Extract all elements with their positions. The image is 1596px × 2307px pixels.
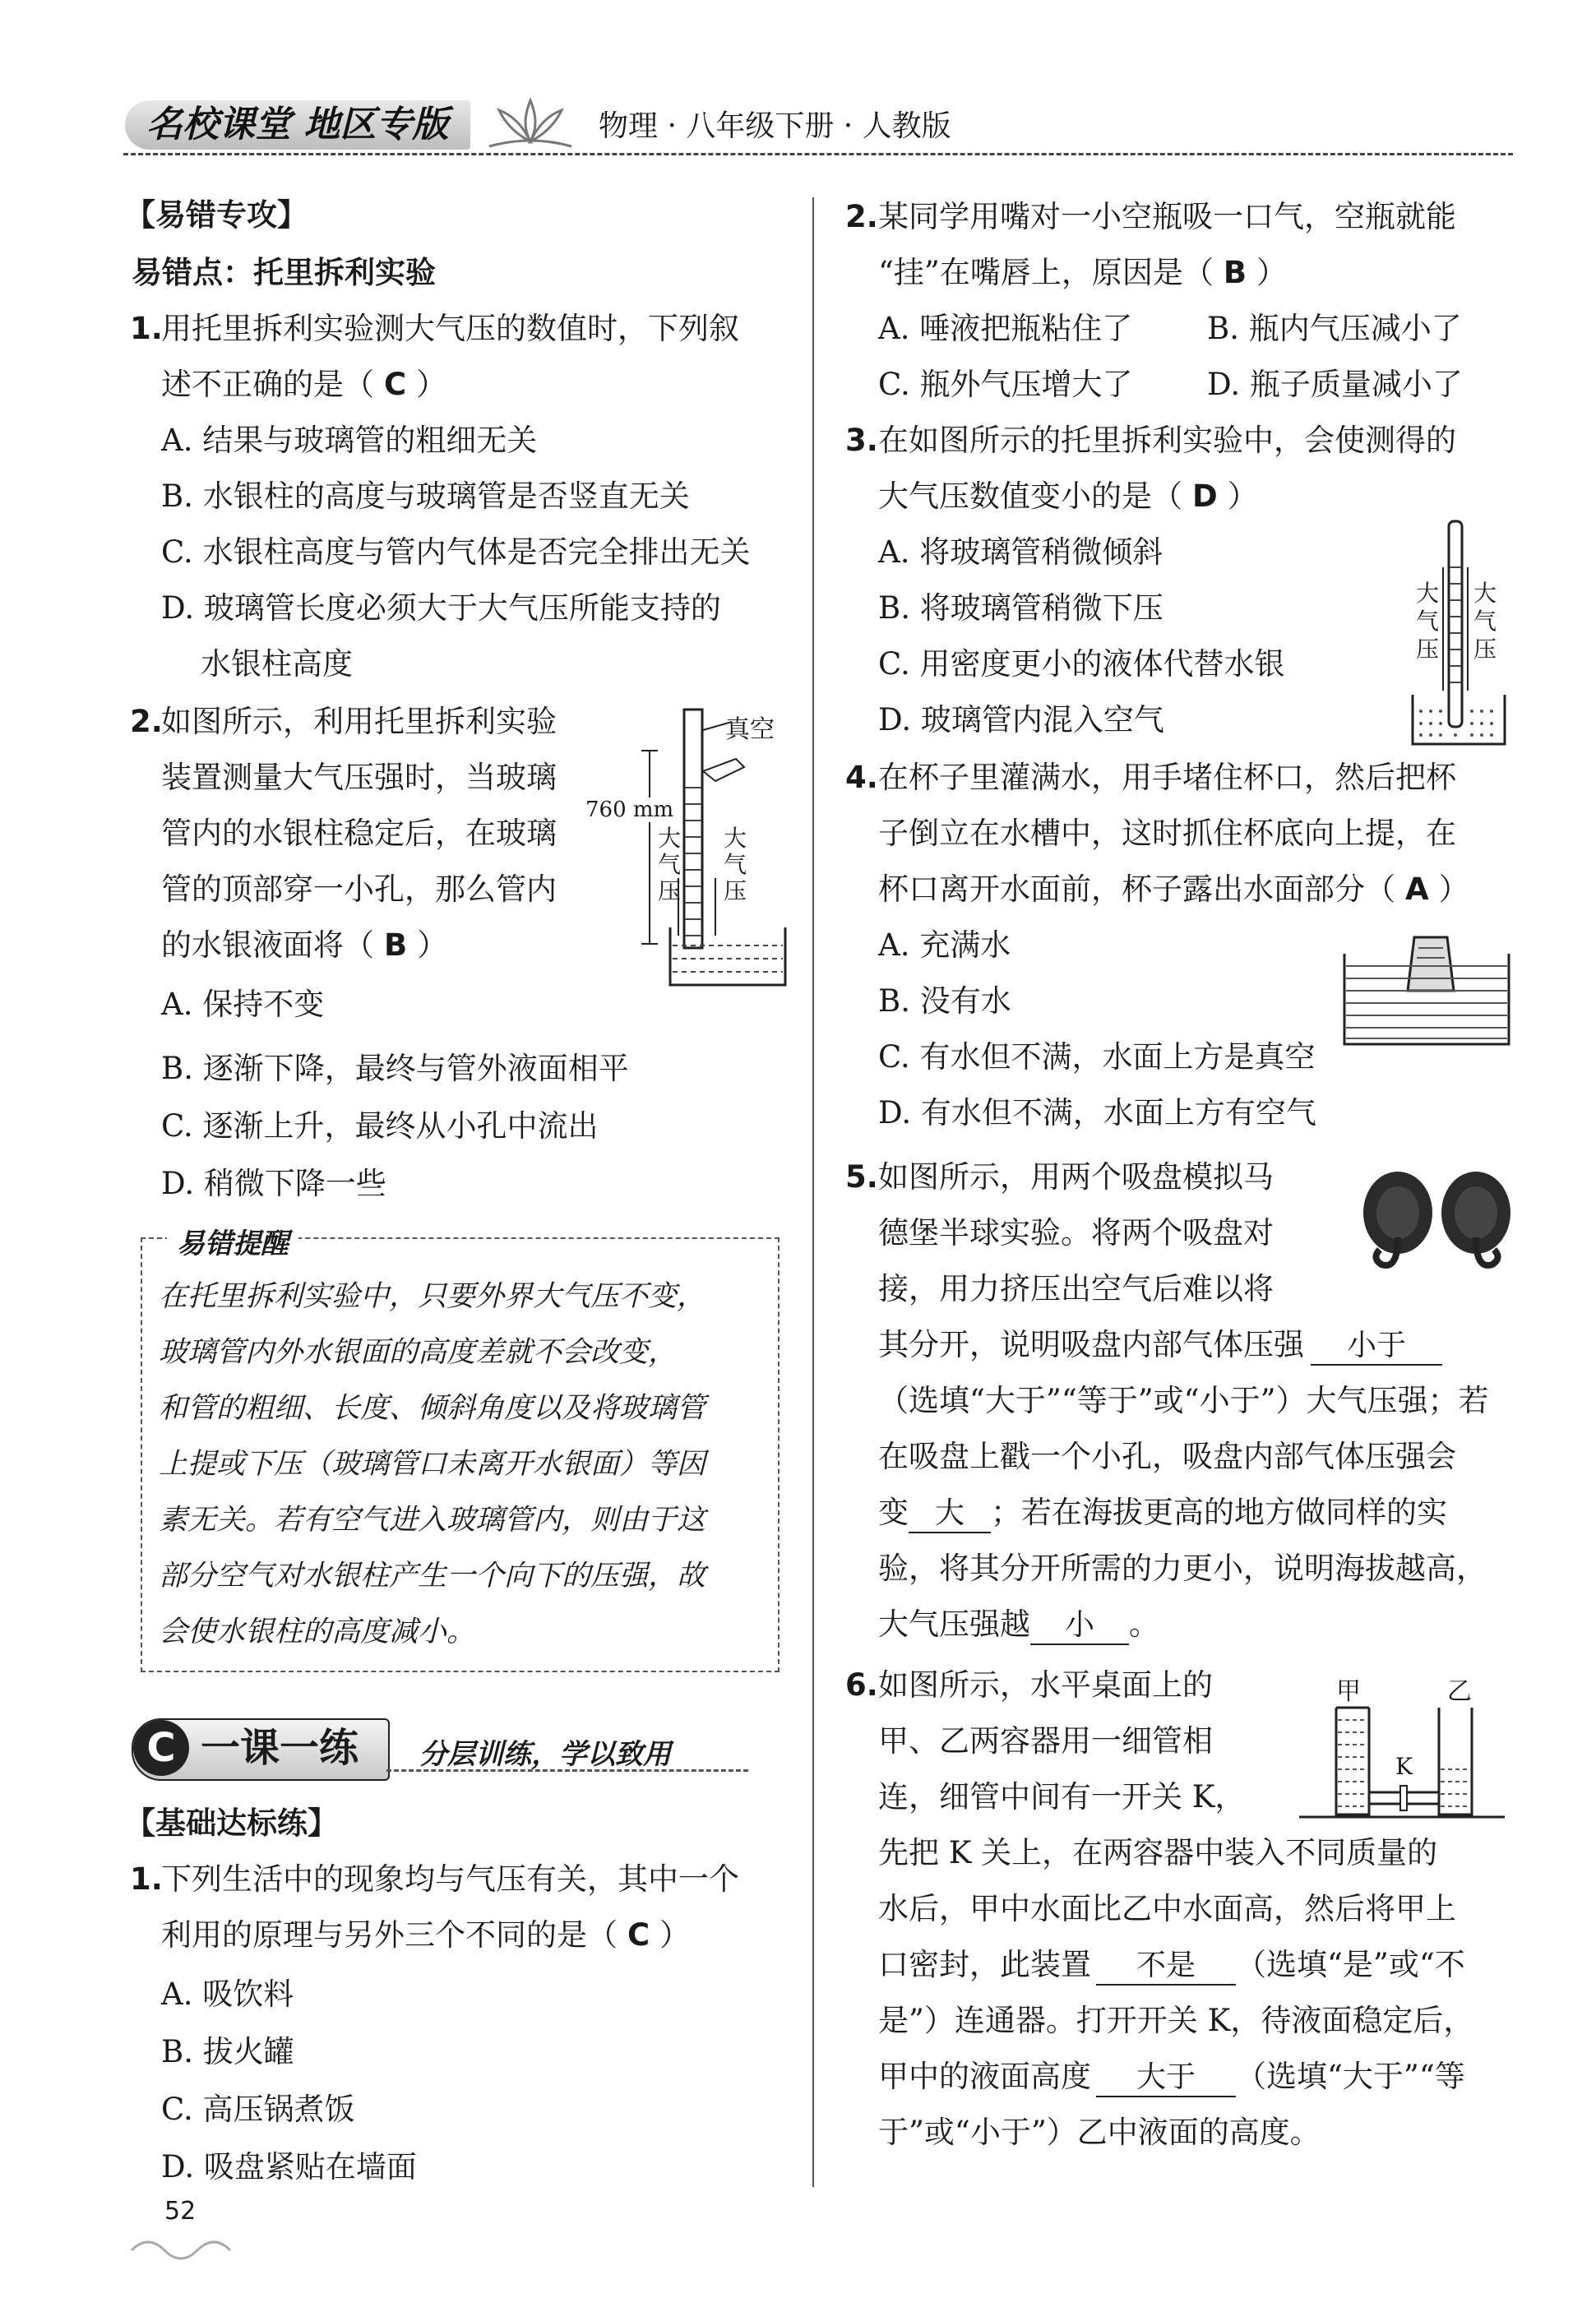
r-q3-fig-left-3: 压 xyxy=(1416,636,1440,663)
r-q4-number: 4. xyxy=(845,760,878,795)
r-q3-number: 3. xyxy=(845,423,878,458)
header-brand: 名校课堂 地区专版 xyxy=(146,104,449,146)
r-q5-line-5: （选填“大于”“等于”或“小于”）大气压强；若 xyxy=(878,1383,1489,1418)
q2-fig-atm-right-1: 大 xyxy=(724,825,747,852)
q1-stem-1: 用托里拆利实验测大气压的数值时，下列叙 xyxy=(161,311,739,346)
section-c-slogan: 分层训练，学以致用 xyxy=(419,1738,671,1771)
r-q3-fig-left-2: 气 xyxy=(1416,608,1440,635)
tip-line-1: 在托里拆利实验中，只要外界大气压不变， xyxy=(159,1280,706,1313)
r-q5-line-8: 验，将其分开所需的力更小，说明海拔越高， xyxy=(878,1551,1487,1586)
footer-swirl-icon xyxy=(127,2230,243,2263)
q2-fig-atm-left-1: 大 xyxy=(658,825,682,852)
r-q4-option-b: B. 没有水 xyxy=(878,983,1011,1019)
r-q3-stem-2: 大气压数值变小的是（ D ） xyxy=(878,479,1258,514)
r-q6-line-3: 连，细管中间有一开关 K， xyxy=(878,1779,1246,1815)
q2-torricelli-figure xyxy=(585,705,789,1001)
b1-stem-2: 利用的原理与另外三个不同的是（ C ） xyxy=(161,1917,691,1953)
r-q2-option-b: B. 瓶内气压减小了 xyxy=(1207,311,1462,346)
r-q4-stem-1: 在杯子里灌满水，用手堵住杯口，然后把杯 xyxy=(878,760,1456,795)
tip-title: 易错提醒 xyxy=(167,1221,298,1261)
r-q2-stem-2: “挂”在嘴唇上，原因是（ B ） xyxy=(878,255,1288,290)
q2-option-a: A. 保持不变 xyxy=(161,987,325,1022)
section-title-easy-mistakes: 【易错专攻】 xyxy=(125,197,308,233)
r-q5-line-1: 如图所示，用两个吸盘模拟马 xyxy=(878,1159,1274,1195)
b1-option-c: C. 高压锅煮饭 xyxy=(161,2092,355,2127)
r-q5-line-7: 变 大 ；若在海拔更高的地方做同样的实 xyxy=(878,1495,1447,1533)
q2-stem-4: 管的顶部穿一小孔，那么管内 xyxy=(161,871,557,907)
q2-option-d: D. 稍微下降一些 xyxy=(161,1166,386,1201)
section-c-rule xyxy=(386,1769,748,1772)
q2-fig-atm-right-3: 压 xyxy=(724,877,747,904)
q2-fig-atm-right-2: 气 xyxy=(724,851,747,878)
r-q6-fig-jia: 甲 xyxy=(1336,1677,1361,1706)
column-divider xyxy=(812,197,814,2187)
q2-stem-5: 的水银液面将（ B ） xyxy=(161,927,448,963)
r-q5-blank-3: 小 xyxy=(1030,1607,1129,1645)
r-q6-line-1: 如图所示，水平桌面上的 xyxy=(878,1667,1213,1703)
r-q3-stem-1: 在如图所示的托里拆利实验中，会使测得的 xyxy=(878,423,1456,458)
r-q5-blank-1: 小于 xyxy=(1311,1328,1442,1366)
q2-number: 2. xyxy=(130,704,163,739)
r-q4-option-d: D. 有水但不满，水面上方有空气 xyxy=(878,1095,1316,1130)
r-q5-blank-2: 大 xyxy=(909,1496,991,1533)
tip-line-6: 部分空气对水银柱产生一个向下的压强，故 xyxy=(159,1560,706,1593)
r-q2-stem-1: 某同学用嘴对一小空瓶吸一口气，空瓶就能 xyxy=(878,199,1456,234)
r-q5-line-4: 其分开，说明吸盘内部气体压强 小于 xyxy=(878,1327,1442,1366)
b1-stem-1: 下列生活中的现象均与气压有关，其中一个 xyxy=(161,1861,739,1897)
r-q3-fig-left-1: 大 xyxy=(1416,580,1440,607)
q2-option-b: B. 逐渐下降，最终与管外液面相平 xyxy=(161,1051,629,1086)
q2-stem-3: 管内的水银柱稳定后，在玻璃 xyxy=(161,816,557,851)
page-number: 52 xyxy=(164,2197,197,2226)
r-q3-option-b: B. 将玻璃管稍微下压 xyxy=(878,590,1163,626)
section-c-letter: C xyxy=(133,1720,189,1776)
r-q6-number: 6. xyxy=(845,1667,878,1703)
header-rule xyxy=(123,153,1513,155)
r-q6-line-7: 是”）连通器。打开开关 K，待液面稳定后， xyxy=(878,2003,1474,2038)
tip-line-5: 素无关。若有空气进入玻璃管内，则由于这 xyxy=(159,1504,706,1537)
r-q6-blank-2: 大于 xyxy=(1096,2060,1236,2097)
basic-section-title: 【基础达标练】 xyxy=(125,1805,338,1841)
b1-option-a: A. 吸饮料 xyxy=(161,1976,294,2012)
q1-option-d-2: 水银柱高度 xyxy=(201,646,353,682)
r-q4-stem-3: 杯口离开水面前，杯子露出水面部分（ A ） xyxy=(878,871,1469,907)
r-q2-number: 2. xyxy=(845,199,878,234)
r-q5-line-9: 大气压强越 小 。 xyxy=(878,1607,1159,1645)
b1-answer: C xyxy=(627,1917,650,1953)
r-q3-fig-right-3: 压 xyxy=(1473,636,1497,663)
r-q4-answer: A xyxy=(1405,871,1429,907)
lotus-ornament-icon xyxy=(481,92,580,158)
q1-option-d-1: D. 玻璃管长度必须大于大气压所能支持的 xyxy=(161,590,721,626)
q2-answer: B xyxy=(384,927,408,963)
r-q4-stem-2: 子倒立在水槽中，这时抓住杯底向上提，在 xyxy=(878,816,1456,851)
q1-answer: C xyxy=(384,367,407,402)
r-q5-suction-cups-figure xyxy=(1357,1167,1517,1278)
q1-number: 1. xyxy=(130,311,163,346)
r-q3-fig-right-2: 气 xyxy=(1473,608,1497,635)
r-q5-number: 5. xyxy=(845,1159,878,1195)
q2-fig-vacuum-label: 真空 xyxy=(725,715,775,744)
r-q4-cup-tank-figure xyxy=(1340,933,1513,1048)
r-q5-line-6: 在吸盘上戳一个小孔，吸盘内部气体压强会 xyxy=(878,1439,1456,1474)
r-q3-option-c: C. 用密度更小的液体代替水银 xyxy=(878,646,1285,682)
r-q6-line-4: 先把 K 关上，在两容器中装入不同质量的 xyxy=(878,1835,1438,1870)
r-q6-line-9: 于”或“小于”）乙中液面的高度。 xyxy=(878,2115,1321,2150)
r-q6-containers-figure xyxy=(1295,1671,1509,1819)
r-q6-fig-k: K xyxy=(1395,1753,1413,1780)
section-c-title: 一课一练 xyxy=(201,1725,359,1771)
r-q5-line-2: 德堡半球实验。将两个吸盘对 xyxy=(878,1215,1274,1251)
r-q3-option-d: D. 玻璃管内混入空气 xyxy=(878,702,1164,737)
tip-line-4: 上提或下压（玻璃管口未离开水银面）等因 xyxy=(159,1448,706,1481)
r-q6-line-2: 甲、乙两容器用一细管相 xyxy=(878,1723,1213,1759)
b1-option-d: D. 吸盘紧贴在墙面 xyxy=(161,2149,417,2184)
mistake-point-title: 易错点：托里拆利实验 xyxy=(132,255,436,290)
r-q3-fig-right-1: 大 xyxy=(1473,580,1497,607)
r-q6-fig-yi: 乙 xyxy=(1447,1677,1472,1706)
mistake-tip-box xyxy=(141,1227,779,1672)
r-q2-option-c: C. 瓶外气压增大了 xyxy=(878,367,1133,402)
q1-option-b: B. 水银柱的高度与玻璃管是否竖直无关 xyxy=(161,479,690,514)
tip-line-3: 和管的粗细、长度、倾斜角度以及将玻璃管 xyxy=(159,1392,706,1425)
r-q6-line-8: 甲中的液面高度 大于 （选填“大于”“等 xyxy=(878,2059,1465,2097)
r-q5-line-3: 接，用力挤压出空气后难以将 xyxy=(878,1271,1274,1306)
q2-option-c: C. 逐渐上升，最终从小孔中流出 xyxy=(161,1108,599,1144)
tip-line-2: 玻璃管内外水银面的高度差就不会改变， xyxy=(159,1336,678,1369)
r-q2-option-d: D. 瓶子质量减小了 xyxy=(1207,367,1463,402)
q2-fig-atm-left-2: 气 xyxy=(658,851,682,878)
r-q3-torricelli-figure xyxy=(1406,518,1513,748)
r-q6-line-6: 口密封，此装置 不是 （选填“是”或“不 xyxy=(878,1947,1465,1986)
r-q3-option-a: A. 将玻璃管稍微倾斜 xyxy=(878,534,1163,570)
r-q6-line-5: 水后，甲中水面比乙中水面高，然后将甲上 xyxy=(878,1891,1456,1926)
r-q4-option-a: A. 充满水 xyxy=(878,927,1011,963)
q1-option-c: C. 水银柱高度与管内气体是否完全排出无关 xyxy=(161,534,751,570)
q2-fig-atm-left-3: 压 xyxy=(658,877,682,904)
b1-option-b: B. 拔火罐 xyxy=(161,2034,294,2069)
r-q6-blank-1: 不是 xyxy=(1096,1948,1236,1986)
q2-stem-1: 如图所示，利用托里拆利实验 xyxy=(161,704,557,739)
b1-number: 1. xyxy=(130,1861,163,1897)
r-q2-answer: B xyxy=(1223,255,1247,290)
q1-stem-2: 述不正确的是（ C ） xyxy=(161,367,447,402)
tip-line-7: 会使水银柱的高度减小。 xyxy=(159,1616,476,1648)
header-subject: 物理 · 八年级下册 · 人教版 xyxy=(599,109,951,143)
q2-fig-height-label: 760 mm xyxy=(585,798,674,822)
r-q2-option-a: A. 唾液把瓶粘住了 xyxy=(878,311,1133,346)
q1-option-a: A. 结果与玻璃管的粗细无关 xyxy=(161,423,538,458)
r-q3-answer: D xyxy=(1192,479,1218,514)
q2-stem-2: 装置测量大气压强时，当玻璃 xyxy=(161,760,557,795)
r-q4-option-c: C. 有水但不满，水面上方是真空 xyxy=(878,1039,1316,1075)
